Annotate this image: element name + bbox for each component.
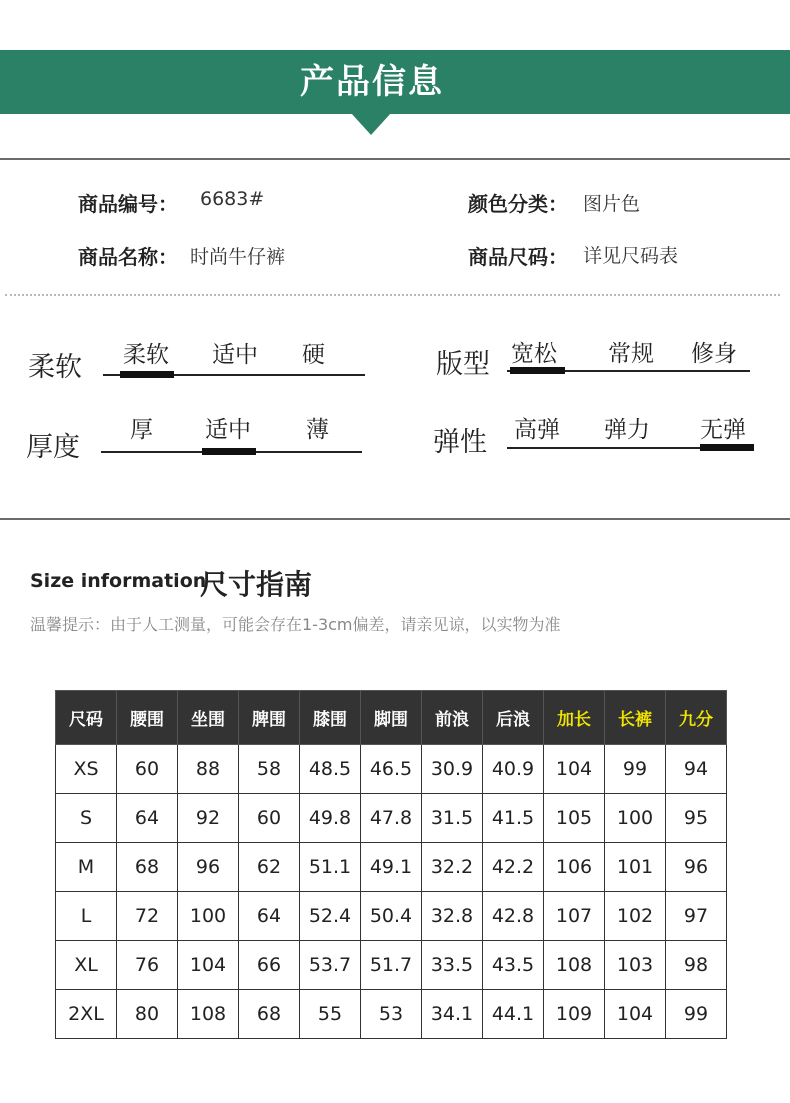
measurement-cell: 48.5 [300,745,361,794]
thickness-option-thick: 厚 [130,417,153,443]
fit-option-regular: 常规 [608,341,654,367]
table-header-row [56,691,727,745]
measurement-cell: 98 [666,941,727,990]
fit-label: 版型 [436,349,490,380]
measurement-cell: 88 [178,745,239,794]
measurement-cell: 47.8 [361,794,422,843]
measurement-cell: 68 [117,843,178,892]
softness-selected-marker [120,371,174,378]
measurement-cell: 102 [605,892,666,941]
measurement-cell: 104 [178,941,239,990]
measurement-cell: 50.4 [361,892,422,941]
table-row [56,745,727,794]
elasticity-option-none: 无弹 [700,417,746,443]
measurement-cell: 106 [544,843,605,892]
measurement-cell: 108 [178,990,239,1039]
measurement-cell: 104 [544,745,605,794]
table-row [56,990,727,1039]
size-cell: M [56,843,117,892]
banner-pointer-icon [351,113,391,135]
header-knee: 膝围 [300,691,361,745]
measurement-cell: 42.8 [483,892,544,941]
divider [0,158,790,160]
header-hip: 坐围 [178,691,239,745]
header-back-rise: 后浪 [483,691,544,745]
thickness-label: 厚度 [26,432,80,463]
measurement-cell: 101 [605,843,666,892]
measurement-cell: 95 [666,794,727,843]
thickness-selected-marker [202,448,256,455]
measurement-cell: 33.5 [422,941,483,990]
elasticity-label: 弹性 [433,427,487,458]
header-waist: 腰围 [117,691,178,745]
measurement-cell: 108 [544,941,605,990]
softness-option-hard: 硬 [302,342,325,368]
product-code-label: 商品编号： [78,192,178,216]
measurement-cell: 99 [605,745,666,794]
measurement-cell: 64 [239,892,300,941]
size-cell: XS [56,745,117,794]
header-length-ankle: 九分 [666,691,727,745]
softness-option-soft: 柔软 [123,342,169,368]
measurement-cell: 66 [239,941,300,990]
size-value: 详见尺码表 [583,245,679,267]
measurement-cell: 76 [117,941,178,990]
measurement-cell: 42.2 [483,843,544,892]
measurement-cell: 68 [239,990,300,1039]
elasticity-selected-marker [700,444,754,451]
size-cell: XL [56,941,117,990]
measurement-cell: 72 [117,892,178,941]
measurement-cell: 103 [605,941,666,990]
measurement-cell: 49.8 [300,794,361,843]
thickness-option-thin: 薄 [306,417,329,443]
measurement-cell: 105 [544,794,605,843]
measurement-cell: 64 [117,794,178,843]
measurement-tip: 温馨提示：由于人工测量，可能会存在1-3cm偏差，请亲见谅，以实物为准 [30,615,561,634]
table-row [56,843,727,892]
measurement-cell: 94 [666,745,727,794]
measurement-cell: 46.5 [361,745,422,794]
fit-option-loose: 宽松 [511,341,557,367]
measurement-cell: 104 [605,990,666,1039]
measurement-cell: 60 [117,745,178,794]
elasticity-option-high: 高弹 [514,417,560,443]
softness-option-medium: 适中 [212,342,258,368]
measurement-cell: 52.4 [300,892,361,941]
dotted-divider [5,294,780,296]
fit-option-slim: 修身 [691,341,737,367]
measurement-cell: 100 [605,794,666,843]
measurement-cell: 40.9 [483,745,544,794]
thickness-option-medium: 适中 [205,417,251,443]
table-row [56,892,727,941]
measurement-cell: 107 [544,892,605,941]
header-length-full: 长裤 [605,691,666,745]
measurement-cell: 53.7 [300,941,361,990]
measurement-cell: 80 [117,990,178,1039]
section-title: 产品信息 [300,62,444,102]
size-cell: L [56,892,117,941]
measurement-cell: 30.9 [422,745,483,794]
measurement-cell: 34.1 [422,990,483,1039]
measurement-cell: 97 [666,892,727,941]
divider [0,518,790,520]
measurement-cell: 62 [239,843,300,892]
color-value: 图片色 [583,193,641,215]
measurement-cell: 51.1 [300,843,361,892]
measurement-cell: 55 [300,990,361,1039]
elasticity-option-stretch: 弹力 [604,417,650,443]
size-cell: 2XL [56,990,117,1039]
measurement-cell: 32.8 [422,892,483,941]
measurement-cell: 41.5 [483,794,544,843]
size-title-zh: 尺寸指南 [200,568,313,601]
measurement-cell: 44.1 [483,990,544,1039]
product-name-label: 商品名称： [78,245,178,269]
measurement-cell: 92 [178,794,239,843]
size-table [55,690,727,1039]
fit-selected-marker [510,367,565,374]
measurement-cell: 60 [239,794,300,843]
header-thigh: 脾围 [239,691,300,745]
size-label: 商品尺码： [468,245,568,269]
measurement-cell: 99 [666,990,727,1039]
measurement-cell: 109 [544,990,605,1039]
measurement-cell: 31.5 [422,794,483,843]
measurement-cell: 51.7 [361,941,422,990]
measurement-cell: 49.1 [361,843,422,892]
header-leg-opening: 脚围 [361,691,422,745]
softness-label: 柔软 [28,352,82,383]
product-name-value: 时尚牛仔裤 [190,246,286,268]
measurement-cell: 58 [239,745,300,794]
header-front-rise: 前浪 [422,691,483,745]
measurement-cell: 32.2 [422,843,483,892]
measurement-cell: 53 [361,990,422,1039]
product-code-value: 6683# [200,188,265,210]
measurement-cell: 96 [666,843,727,892]
measurement-cell: 43.5 [483,941,544,990]
table-row [56,794,727,843]
measurement-cell: 96 [178,843,239,892]
table-row [56,941,727,990]
color-label: 颜色分类： [468,192,568,216]
measurement-cell: 100 [178,892,239,941]
header-size: 尺码 [56,691,117,745]
size-cell: S [56,794,117,843]
header-length-extra-long: 加长 [544,691,605,745]
size-title-en: Size information [30,570,207,592]
